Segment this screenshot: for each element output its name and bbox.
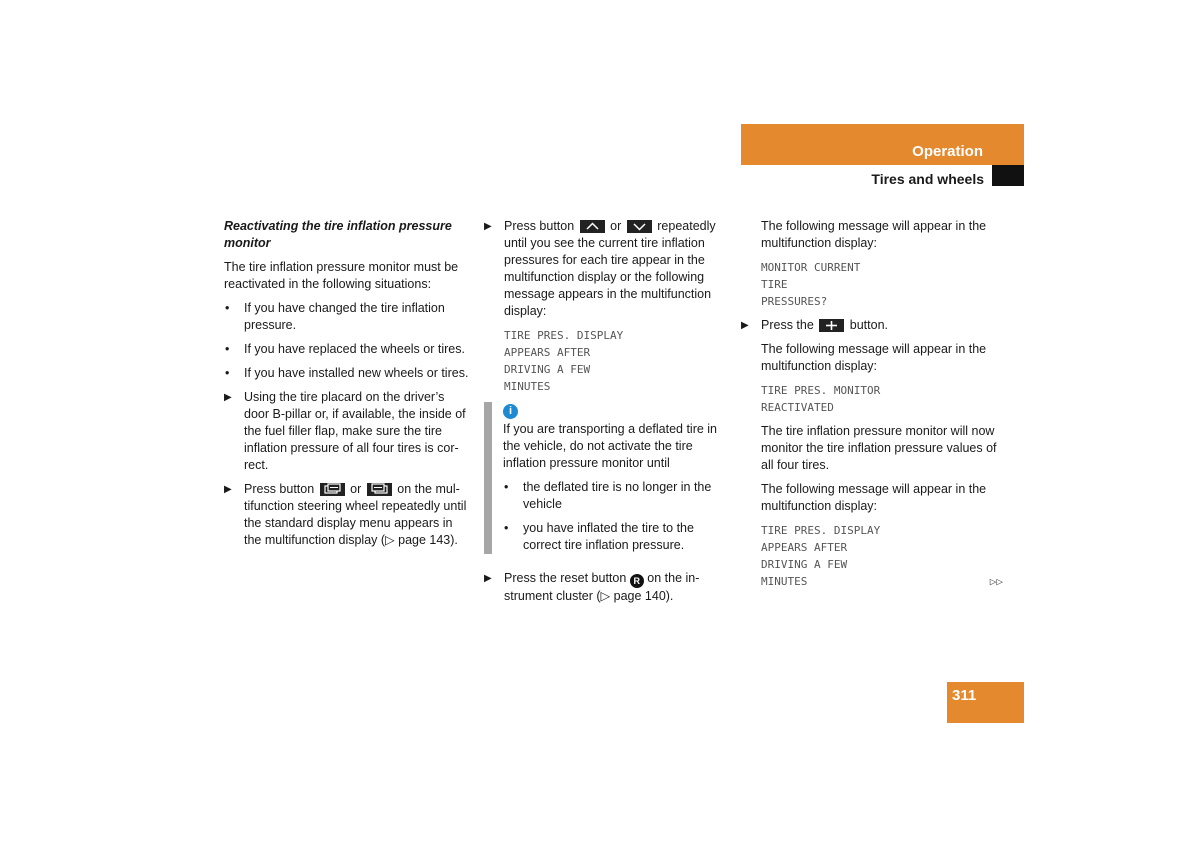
instruction-step: ▶ Press the button. xyxy=(741,318,889,332)
list-item: • If you have installed new wheels or tires. xyxy=(225,366,469,380)
display-previous-button-icon xyxy=(367,483,392,496)
list-item: • If you have changed the tire inflation pressure. xyxy=(225,301,445,332)
info-text: If you are transporting a deflated tire in the vehicle, do not activate the tire inflation pressure monitor until xyxy=(503,422,718,470)
reset-button-icon: R xyxy=(630,574,644,588)
display-message: MONITOR CURRENT TIRE PRESSURES? xyxy=(761,261,861,308)
scroll-up-button-icon xyxy=(580,220,605,233)
list-item: • the deflated tire is no longer in the vehicle xyxy=(504,480,712,511)
info-bar xyxy=(484,402,492,554)
display-next-button-icon xyxy=(320,483,345,496)
instruction-step: ▶ Press button or repeatedly until you see the current tire inflation pressures for each tire appear in the multifunction display or the following message appears in the multifunction display: xyxy=(484,219,716,318)
subheading: Reactivating the tire inflation pressure monitor xyxy=(224,219,452,250)
monitor-note: The tire inflation pressure monitor will now monitor the tire inflation pressure values of all four tires. xyxy=(761,424,997,472)
list-item: • If you have replaced the wheels or tires. xyxy=(225,342,465,356)
column-2 xyxy=(484,218,728,612)
intro-text: The tire inflation pressure monitor must be reactivated in the following situations: xyxy=(224,260,459,291)
continued-icon: ▷▷ xyxy=(989,575,1003,588)
display-message: TIRE PRES. DISPLAY APPEARS AFTER DRIVING A FEW MINUTES ▷▷ xyxy=(761,524,1003,588)
display-message: TIRE PRES. MONITOR REACTIVATED xyxy=(761,384,881,414)
message-note: The following message will appear in the multifunction display: xyxy=(761,342,987,373)
info-icon: i xyxy=(503,404,518,419)
message-note: The following message will appear in the multifunction display: xyxy=(761,482,987,513)
instruction-step: ▶ Press the reset button R on the in-strument cluster (▷ page 140). xyxy=(484,571,700,603)
scroll-down-button-icon xyxy=(627,220,652,233)
info-box xyxy=(484,402,728,554)
instruction-step: ▶ Press button or on the mul-tifunction steering wheel repeatedly until the standard display menu appears in the multifunction display (▷ page 143). xyxy=(224,482,467,547)
column-3 xyxy=(741,218,1003,597)
subsection-title: Tires and wheels xyxy=(871,171,984,187)
plus-button-icon xyxy=(819,319,844,332)
display-message: TIRE PRES. DISPLAY APPEARS AFTER DRIVING A FEW MINUTES xyxy=(504,329,624,393)
list-item: • you have inflated the tire to the correct tire inflation pressure. xyxy=(504,521,694,552)
subsection-marker xyxy=(992,165,1024,186)
message-note: The following message will appear in the multifunction display: xyxy=(761,219,987,250)
section-title: Operation xyxy=(912,143,983,160)
instruction-step: ▶ Using the tire placard on the driver’s door B-pillar or, if available, the inside of the fuel filler flap, make sure the tire inflation pressure of all four tires is cor-rect. xyxy=(224,390,466,472)
column-1 xyxy=(224,218,470,556)
page-number: 311 xyxy=(952,687,977,704)
